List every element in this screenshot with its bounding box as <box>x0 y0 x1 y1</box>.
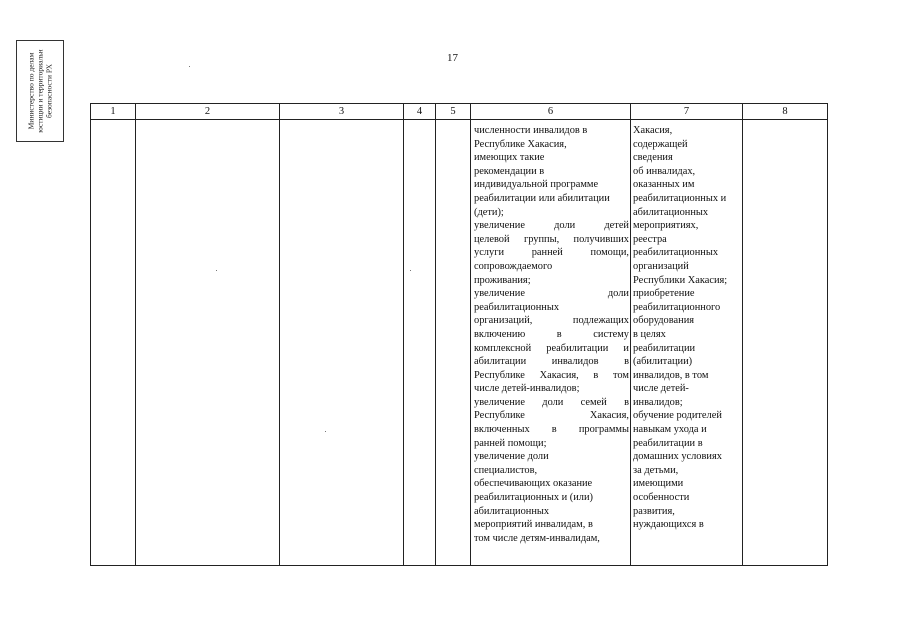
table-header-row <box>91 104 828 120</box>
column-header-5: 5 <box>436 104 471 120</box>
column-header-1: 1 <box>91 104 136 120</box>
cell-col-7 <box>631 120 743 566</box>
text-line: Республики Хакасия; <box>633 274 728 286</box>
text-line: реабилитационных <box>633 247 719 259</box>
text-line: рекомендации в <box>474 165 545 177</box>
cell-col-3 <box>280 120 404 566</box>
text-line: абилитационных <box>633 206 709 218</box>
text-line: обеспечивающих оказание <box>474 478 593 490</box>
text-line: численности инвалидов в <box>474 125 588 136</box>
text-line: об инвалидах, <box>633 165 696 177</box>
text-line: имеющими <box>633 478 684 490</box>
text-line: специалистов, <box>474 464 538 476</box>
text-line: Республике Хакасия, <box>474 138 567 150</box>
column-header-3: 3 <box>280 104 404 120</box>
text-line: нуждающихся в <box>633 519 704 531</box>
text-line: числе детей- <box>633 383 689 395</box>
column-header-7: 7 <box>631 104 743 120</box>
column-header-2: 2 <box>136 104 280 120</box>
text-line: Республике Хакасия, в том <box>474 369 629 381</box>
text-line: реабилитационных и (или) <box>474 492 594 504</box>
text-line: инвалидов; <box>633 396 683 408</box>
cell-col-6 <box>471 120 631 566</box>
text-line: реестра <box>633 233 667 245</box>
text-line: инвалидов, в том <box>633 369 709 381</box>
column-header-6: 6 <box>471 104 631 120</box>
text-line: мероприятий инвалидам, в <box>474 519 593 531</box>
target-indicators-text <box>471 120 630 545</box>
text-line: обучение родителей <box>633 410 722 422</box>
stamp-line-1: Министерство по делам <box>26 52 36 130</box>
text-line: Хакасия, <box>633 125 673 136</box>
text-line: Республике Хакасия, <box>474 410 629 422</box>
text-line: развития, <box>633 505 675 517</box>
program-table <box>90 103 828 566</box>
table-row <box>91 120 828 566</box>
text-line: (абилитации) <box>633 356 693 368</box>
text-line: увеличение доли <box>474 288 629 300</box>
text-line: ранней помощи; <box>474 437 547 449</box>
text-line: включенных в программы <box>474 424 629 436</box>
text-line: (дети); <box>474 206 504 218</box>
column-header-4: 4 <box>404 104 436 120</box>
cell-col-4 <box>404 120 436 566</box>
text-line: навыкам ухода и <box>633 424 707 436</box>
activities-text <box>631 120 742 532</box>
text-line: в целях <box>633 328 666 340</box>
text-line: увеличение доли <box>474 451 549 463</box>
cell-col-1 <box>91 120 136 566</box>
text-line: сопровождаемого <box>474 260 553 272</box>
stamp-text <box>27 41 54 141</box>
text-line: реабилитационных и <box>633 192 727 204</box>
text-line: увеличение доли детей <box>474 220 629 232</box>
text-line: домашних условиях <box>633 451 722 463</box>
cell-col-5 <box>436 120 471 566</box>
text-line: приобретение <box>633 288 695 300</box>
text-line: целевой группы, получивших <box>474 233 629 245</box>
text-line: имеющих такие <box>474 152 545 164</box>
text-line: включению в систему <box>474 328 629 340</box>
text-line: том числе детям-инвалидам, <box>474 532 600 544</box>
text-line: реабилитационных <box>474 301 560 313</box>
text-line: реабилитации или абилитации <box>474 192 610 204</box>
text-line: проживания; <box>474 274 531 286</box>
text-line: организаций, подлежащих <box>474 315 629 327</box>
text-line: реабилитационного <box>633 301 721 313</box>
text-line: абилитации инвалидов в <box>474 356 629 368</box>
text-line: за детьми, <box>633 464 679 476</box>
page-number: 17 <box>447 52 458 64</box>
text-line: абилитационных <box>474 505 550 517</box>
text-line: комплексной реабилитации и <box>474 342 629 354</box>
registration-stamp <box>16 40 64 142</box>
text-line: организаций <box>633 260 689 272</box>
scan-speck <box>189 66 190 67</box>
text-line: оборудования <box>633 315 695 327</box>
text-line: сведения <box>633 152 673 164</box>
text-line: услуги ранней помощи, <box>474 247 629 259</box>
text-line: мероприятиях, <box>633 220 699 232</box>
text-line: увеличение доли семей в <box>474 396 629 408</box>
text-line: индивидуальной программе <box>474 179 599 191</box>
text-line: числе детей-инвалидов; <box>474 383 580 395</box>
text-line: реабилитации <box>633 342 696 354</box>
cell-col-2 <box>136 120 280 566</box>
text-line: оказанных им <box>633 179 695 191</box>
text-line: особенности <box>633 492 690 504</box>
stamp-line-2: юстиции и территориальн <box>35 49 45 133</box>
cell-col-8 <box>743 120 828 566</box>
text-line: содержащей <box>633 138 688 150</box>
stamp-line-3: безопасности РХ <box>44 64 54 118</box>
column-header-8: 8 <box>743 104 828 120</box>
text-line: реабилитации в <box>633 437 703 449</box>
